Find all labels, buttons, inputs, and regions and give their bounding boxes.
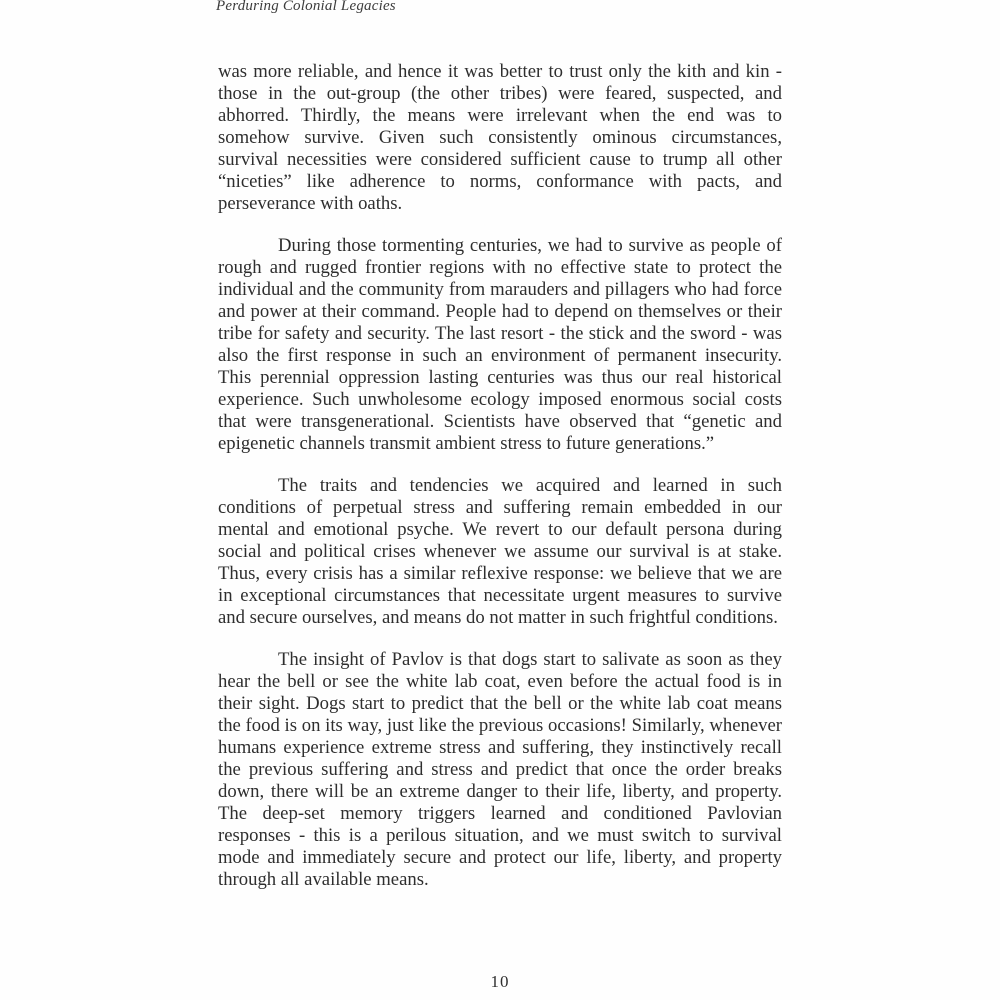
running-header: Perduring Colonial Legacies [216, 0, 396, 14]
page-number: 10 [490, 972, 510, 991]
body-paragraph: was more reliable, and hence it was better to trust only the kith and kin - those in the out-group (the other tribes) were feared, suspected, and abhorred. Thirdly, the means were irrelevant when the end was to somehow survive. Given such consistently ominous circumstances, survival necessities were considered sufficient cause to trump all other “niceties” like adherence to norms, conformance with pacts, and perseverance with oaths. [218, 61, 782, 214]
body-paragraph: The insight of Pavlov is that dogs start to salivate as soon as they hear the bell or see the white lab coat, even before the actual food is in their sight. Dogs start to predict that the bell or the white lab coat means the food is on its way, just like the previous occasions! Similarly, whenever humans experience extreme stress and suffering, they instinctively recall the previous suffering and stress and predict that once the order breaks down, there will be an extreme danger to their life, liberty, and property. The deep-set memory triggers learned and conditioned Pavlovian responses - this is a perilous situation, and we must switch to survival mode and immediately secure and protect our life, liberty, and property through all available means. [218, 649, 782, 890]
page-body-text [218, 61, 782, 911]
body-paragraph: The traits and tendencies we acquired and learned in such conditions of perpetual stress and suffering remain embedded in our mental and emotional psyche. We revert to our default persona during social and political crises whenever we assume our survival is at stake. Thus, every crisis has a similar reflexive response: we believe that we are in exceptional circumstances that necessitate urgent measures to survive and secure ourselves, and means do not matter in such frightful conditions. [218, 475, 782, 628]
body-paragraph: During those tormenting centuries, we had to survive as people of rough and rugged frontier regions with no effective state to protect the individual and the community from marauders and pillagers who had force and power at their command. People had to depend on themselves or their tribe for safety and security. The last resort - the stick and the sword - was also the first response in such an environment of permanent insecurity. This perennial oppression lasting centuries was thus our real historical experience. Such unwholesome ecology imposed enormous social costs that were transgenerational. Scientists have observed that “genetic and epigenetic channels transmit ambient stress to future generations.” [218, 235, 782, 454]
